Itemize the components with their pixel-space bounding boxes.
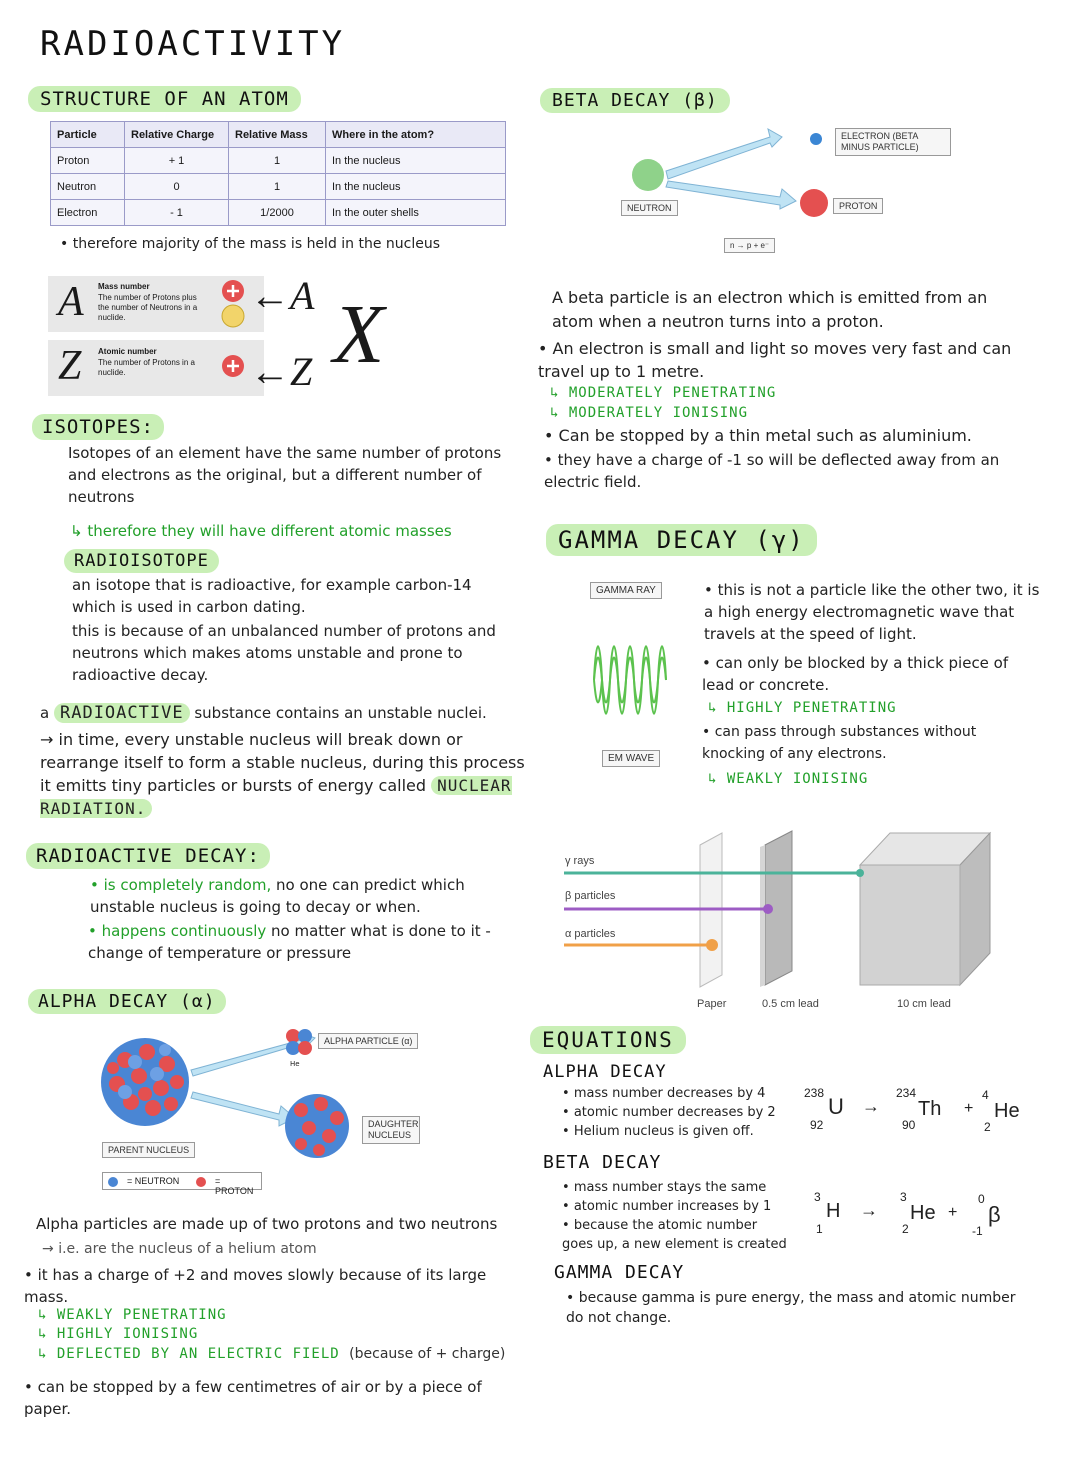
beta-neutron-label: NEUTRON <box>621 200 678 216</box>
alpha-text-1: Alpha particles are made up of two protons and two neutrons <box>36 1215 498 1233</box>
gamma-text-2: • can only be blocked by a thick piece of lead or concrete. <box>702 654 1009 694</box>
beta-heading: BETA DECAY (β) <box>540 88 730 113</box>
decay-bullet-random: • is completely random, no one can predict which unstable nucleus is going to decay or when. <box>90 876 465 916</box>
page-title: RADIOACTIVITY <box>40 24 346 64</box>
daughter-nucleus-label: DAUGHTER NUCLEUS <box>362 1116 420 1144</box>
legend-proton: = PROTON <box>215 1176 254 1196</box>
thick-lead-front <box>860 865 960 985</box>
table-cell: In the nucleus <box>326 174 506 200</box>
gamma-heading: GAMMA DECAY (γ) <box>546 524 817 556</box>
notation-symbol: X <box>333 288 385 381</box>
penetration-diagram <box>560 825 1020 1000</box>
gamma-eq-text: • because gamma is pure energy, the mass and atomic number do not change. <box>566 1290 1016 1326</box>
mass-letter: A <box>58 279 84 325</box>
beta-proton-label: PROTON <box>833 198 883 214</box>
em-wave-label: EM WAVE <box>602 750 660 767</box>
gamma-eq-heading: GAMMA DECAY <box>554 1262 685 1283</box>
mass-title: Mass number <box>98 282 150 291</box>
decay-heading: RADIOACTIVE DECAY: <box>26 843 270 869</box>
electron-label: ELECTRON (BETA MINUS PARTICLE) <box>835 128 951 156</box>
radioactive-text: → in time, every unstable nucleus will break down or rearrange itself to form a stable nucleus, during this process it emitts tiny particles or bursts of energy called NUCLEAR RADIATION. <box>40 730 525 818</box>
gamma-text-3: • can pass through substances without knocking of any electrons. <box>702 724 977 762</box>
mass-note: • therefore majority of the mass is held in the nucleus <box>60 236 441 252</box>
beta-text-1: A beta particle is an electron which is emitted from an atom when a neutron turns into a proton. <box>552 288 988 331</box>
atomic-letter: Z <box>58 343 82 389</box>
table-header: Where in the atom? <box>326 122 506 148</box>
isotopes-arrow-note: ↳ therefore they will have different atomic masses <box>70 522 452 540</box>
beta-text-4: • they have a charge of -1 so will be deflected away from an electric field. <box>544 451 1000 491</box>
paper-label: Paper <box>697 998 727 1010</box>
isotopes-text: Isotopes of an element have the same number of protons and electrons as the original, but a different number of neutrons <box>68 444 502 506</box>
atom-table <box>50 121 506 226</box>
arrow-icon <box>666 181 796 209</box>
alpha-penetrating: ↳ WEAKLY PENETRATING <box>38 1307 227 1323</box>
proton-circle <box>800 189 828 217</box>
atomic-title: Atomic number <box>98 347 157 356</box>
beta-text-2: • An electron is small and light so moves very fast and can travel up to 1 metre. <box>538 339 1012 381</box>
alpha-deflected: ↳ DEFLECTED BY AN ELECTRIC FIELD (because of + charge) <box>38 1346 506 1362</box>
radioisotope-reason: this is because of an unbalanced number of protons and neutrons which makes atoms unstable and prone to radioactive decay. <box>72 622 496 684</box>
electron-circle <box>810 133 822 145</box>
table-row <box>51 200 506 226</box>
radioisotope-text: an isotope that is radioactive, for example carbon-14 which is used in carbon dating. <box>72 576 472 616</box>
list-item: • mass number decreases by 4 <box>562 1086 766 1101</box>
table-cell: - 1 <box>125 200 229 226</box>
table-cell: In the nucleus <box>326 148 506 174</box>
alpha-text-4: • can be stopped by a few centimetres of air or by a piece of paper. <box>24 1378 482 1418</box>
daughter-nucleus <box>285 1094 349 1158</box>
radioisotope-heading: RADIOISOTOPE <box>64 549 219 573</box>
table-cell: + 1 <box>125 148 229 174</box>
arrow-icon <box>191 1092 295 1126</box>
table-cell: Proton <box>51 148 125 174</box>
table-row <box>51 148 506 174</box>
beta-penetrating: ↳ MODERATELY PENETRATING <box>550 385 777 401</box>
beta-particles-label: β particles <box>565 890 616 902</box>
beta-equation: 3 1 H → 3 2 He + 0 -1 β <box>814 1190 1001 1238</box>
beta-text-3: • Can be stopped by a thin metal such as aluminium. <box>544 426 972 445</box>
notation-atomic-arrow: ←Z <box>250 349 313 394</box>
beta-eq-heading: BETA DECAY <box>543 1152 662 1173</box>
alpha-particle-label: ALPHA PARTICLE (α) <box>318 1033 418 1049</box>
gamma-ionising: ↳ WEAKLY IONISING <box>708 771 869 787</box>
list-item: • atomic number increases by 1 <box>562 1199 772 1214</box>
alpha-heading: ALPHA DECAY (α) <box>28 989 226 1014</box>
alpha-particles-label: α particles <box>565 928 616 940</box>
equations-heading: EQUATIONS <box>530 1026 686 1054</box>
alpha-text-3: • it has a charge of +2 and moves slowly because of its large mass. <box>24 1266 487 1306</box>
isotopes-heading: ISOTOPES: <box>32 414 164 440</box>
alpha-equation: 238 92 U → 234 90 Th + 4 2 He <box>804 1086 1020 1134</box>
neutron-circle <box>632 159 664 191</box>
gamma-ray-label: GAMMA RAY <box>590 582 662 599</box>
decay-bullet-continuous: • happens continuously no matter what is done to it - change of temperature or pressure <box>88 922 491 962</box>
mass-desc: The number of Protons plus the number of Neutrons in a nuclide. <box>98 293 198 322</box>
table-cell: 0 <box>125 174 229 200</box>
alpha-ionising: ↳ HIGHLY IONISING <box>38 1326 199 1342</box>
table-cell: 1 <box>229 174 326 200</box>
table-cell: Neutron <box>51 174 125 200</box>
list-item: • mass number stays the same <box>562 1180 767 1195</box>
table-header: Relative Charge <box>125 122 229 148</box>
table-cell: In the outer shells <box>326 200 506 226</box>
list-item: • Helium nucleus is given off. <box>562 1124 754 1139</box>
legend-neutron: = NEUTRON <box>127 1176 180 1186</box>
gamma-text-1: • this is not a particle like the other two, it is a high energy electromagnetic wave that travels at the speed of light. <box>704 581 1040 643</box>
alpha-text-2: → i.e. are the nucleus of a helium atom <box>42 1241 317 1257</box>
table-cell: Electron <box>51 200 125 226</box>
gamma-rays-label: γ rays <box>565 855 595 867</box>
thin-lead-label: 0.5 cm lead <box>762 998 819 1010</box>
table-cell: 1/2000 <box>229 200 326 226</box>
table-header: Relative Mass <box>229 122 326 148</box>
alpha-eq-heading: ALPHA DECAY <box>543 1062 667 1082</box>
table-header: Particle <box>51 122 125 148</box>
arrow-icon <box>666 129 782 179</box>
alpha-legend <box>102 1172 262 1196</box>
structure-heading: STRUCTURE OF AN ATOM <box>28 86 301 112</box>
notation-mass-arrow: ←A <box>250 273 315 318</box>
table-cell: 1 <box>229 148 326 174</box>
atomic-desc: The number of Protons in a nuclide. <box>98 358 195 377</box>
neutron-icon <box>222 305 244 327</box>
beta-eq-bullets <box>562 1178 792 1254</box>
gamma-penetrating: ↳ HIGHLY PENETRATING <box>708 700 897 716</box>
list-item: • because the atomic number goes up, a new element is created <box>562 1218 787 1252</box>
alpha-eq-bullets <box>562 1084 792 1141</box>
list-item: • atomic number decreases by 2 <box>562 1105 776 1120</box>
table-row <box>51 174 506 200</box>
beta-ionising: ↳ MODERATELY IONISING <box>550 405 749 421</box>
beta-equation-label: n → p + e⁻ <box>724 238 775 253</box>
parent-nucleus-label: PARENT NUCLEUS <box>102 1142 195 1158</box>
he-label: He <box>290 1060 300 1068</box>
parent-nucleus <box>101 1038 189 1126</box>
gamma-wave-icon <box>588 630 678 730</box>
radioactive-line: a RADIOACTIVE substance contains an unstable nuclei. <box>40 703 487 723</box>
thick-lead-label: 10 cm lead <box>897 998 951 1010</box>
